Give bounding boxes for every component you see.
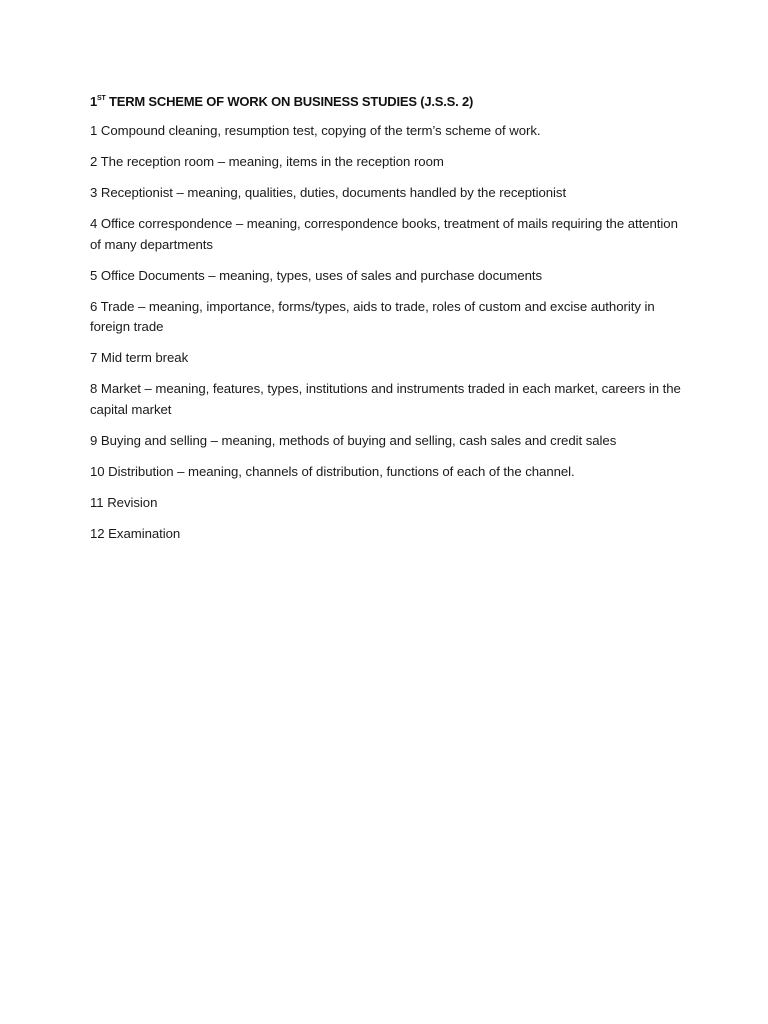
scheme-item-3: 3 Receptionist – meaning, qualities, duties, documents handled by the receptionist xyxy=(90,185,567,200)
scheme-item-10: 10 Distribution – meaning, channels of distribution, functions of each of the channel. xyxy=(90,463,575,479)
scheme-item-9: 9 Buying and selling – meaning, methods of buying and selling, cash sales and credit sales xyxy=(90,432,617,448)
document-body xyxy=(90,92,690,555)
document-title xyxy=(90,92,690,112)
title-number: 1 xyxy=(90,94,98,109)
scheme-item-5: 5 Office Documents – meaning, types, uses of sales and purchase documents xyxy=(90,267,543,283)
scheme-item-12: 12 Examination xyxy=(90,525,181,541)
scheme-item-2: 2 The reception room – meaning, items in the reception room xyxy=(90,154,444,169)
title-text: TERM SCHEME OF WORK ON BUSINESS STUDIES (J.S.S. 2) xyxy=(105,94,474,109)
scheme-item-11: 11 Revision xyxy=(90,494,158,510)
scheme-item-1: 1 Compound cleaning, resumption test, copying of the term’s scheme of work. xyxy=(90,123,541,138)
scheme-item-7: 7 Mid term break xyxy=(90,350,189,365)
scheme-item-8: 8 Market – meaning, features, types, institutions and instruments traded in each market, careers in the capital market xyxy=(90,381,681,417)
scheme-item-6: 6 Trade – meaning, importance, forms/types, aids to trade, roles of custom and excise authority in foreign trade xyxy=(90,298,655,334)
scheme-item-4: 4 Office correspondence – meaning, correspondence books, treatment of mails requiring the attention of many departments xyxy=(90,216,678,252)
title-superscript: ST xyxy=(97,95,106,102)
